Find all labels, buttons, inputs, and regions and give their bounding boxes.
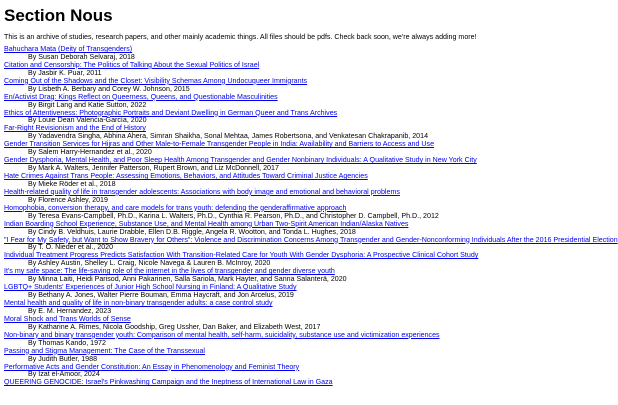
- document-link[interactable]: It's my safe space: The life-saving role of the internet in the lives of transgender and gender diverse youth: [4, 267, 335, 276]
- document-link[interactable]: Health-related quality of life in transgender adolescents: Associations with body image and emotional and behavioral problems: [4, 187, 400, 196]
- list-item: [4, 189, 536, 205]
- document-author: By Louie Dean Valencia-García, 2020: [28, 116, 147, 125]
- document-link[interactable]: Far-Right Revisionism and the End of History: [4, 124, 146, 133]
- list-item: [4, 221, 536, 237]
- document-link[interactable]: Homophobia, conversion therapy, and care models for trans youth: defending the genderaffirmative approach: [4, 203, 347, 212]
- list-item: [4, 268, 536, 284]
- document-author: By Ashley Austin, Shelley L. Craig, Nicole Navega & Lauren B. McInroy, 2020: [28, 259, 271, 268]
- document-author: By Cindy B. Veldhuis, Laurie Drabble, Ellen D.B. Riggle, Angela R. Wootton, and Tonda L. Hughes, 2018: [28, 227, 356, 236]
- document-author: By T. O. Nieder et al., 2020: [28, 243, 114, 252]
- document-link[interactable]: Individual Treatment Progress Predicts Satisfaction With Transition-Related Care for Youth With Gender Dysphoria: A Prospective Clinical Cohort Study: [4, 251, 479, 260]
- document-link[interactable]: Moral Shock and Trans Worlds of Sense: [4, 314, 131, 323]
- document-author: By Minna Laiti, Heidi Parisod, Anni Pakarinen, Salla Sariola, Mark Hayter, and Sanna Salanterä, 2020: [28, 275, 347, 284]
- document-author: By Thomas Kando, 1972: [28, 338, 106, 347]
- list-item: [4, 62, 536, 78]
- document-author: By Lisbeth A. Berbary and Corey W. Johnson, 2015: [28, 84, 190, 93]
- document-link[interactable]: Citation and Censorship: The Politics of Talking About the Sexual Politics of Israel: [4, 60, 260, 69]
- document-author: By Judith Butler, 1988: [28, 354, 98, 363]
- document-author: By Salem Harry-Hernandez et al., 2020: [28, 148, 152, 157]
- document-author: By Jasbir K. Puar, 2011: [28, 68, 102, 77]
- document-link[interactable]: QUEERING GENOCIDE: Israel's Pinkwashing Campaign and the Ineptness of International Law in Gaza: [4, 378, 333, 387]
- document-link[interactable]: Non-binary and binary transgender youth: Comparison of mental health, self-harm, suicidality, substance use and victimization experiences: [4, 330, 440, 339]
- list-item: [4, 252, 536, 268]
- document-author: By Izat el-Amoor, 2024: [28, 370, 100, 379]
- list-item: [4, 141, 536, 157]
- list-item: [4, 94, 536, 110]
- document-link[interactable]: Bahuchara Mata (Deity of Transgenders): [4, 45, 133, 53]
- list-item: [4, 173, 536, 189]
- intro-text: This is an archive of studies, research papers, and other mainly academic things. All files should be pdfs. Check back soon, we're always adding more!: [4, 33, 477, 41]
- document-link[interactable]: Passing and Stigma Management: The Case of the Transsexual: [4, 346, 205, 355]
- document-link[interactable]: Gender Dysphoria, Mental Health, and Poor Sleep Health Among Transgender and Gender Nonbinary Individuals: A Qualitative Study in New York City: [4, 156, 477, 165]
- list-item: [4, 78, 536, 94]
- document-author: By Mieke Röder et al., 2018: [28, 179, 116, 188]
- document-author: By Birgit Lang and Katie Sutton, 2022: [28, 100, 147, 109]
- document-link[interactable]: "I Fear for My Safety, but Want to Show Bravery for Others": Violence and Discrimination Concerns Among Transgender and Gender-Nonconforming Individuals After the 2016 Presidential Election: [4, 235, 618, 244]
- list-item: [4, 235, 618, 253]
- document-link[interactable]: Performative Acts and Gender Constitution: An Essay in Phenomenology and Feminist Theory: [4, 362, 300, 371]
- document-link[interactable]: Coming Out of the Shadows and the Closet: Visibility Schemas Among Undocuqueer Immigrants: [4, 76, 308, 85]
- document-author: By Florence Ashley, 2019: [28, 195, 108, 204]
- page-title: Section Nous: [4, 6, 113, 25]
- document-link[interactable]: Indian Boarding School Experience, Substance Use, and Mental Health among Urban Two-Spirit American Indian/Alaska Natives: [4, 219, 409, 228]
- list-item: [4, 157, 536, 173]
- document-author: By Susan Deborah Selvaraj, 2018: [28, 52, 135, 61]
- document-link[interactable]: Mental health and quality of life in non-binary transgender adults: a case control study: [4, 299, 273, 307]
- list-item: [4, 125, 536, 141]
- list-item: [4, 379, 536, 387]
- list-item: [4, 364, 536, 380]
- document-author: By Mark A. Walters, Jennifer Patterson, Rupert Brown, and Liz McDonnell, 2017: [28, 164, 279, 173]
- document-link[interactable]: Hate Crimes Against Trans People: Assessing Emotions, Behaviors, and Attitudes Toward Criminal Justice Agencies: [4, 172, 368, 180]
- list-item: [4, 205, 536, 221]
- list-item: [4, 300, 536, 316]
- document-author: By Bethany A. Jones, Walter Pierre Bouman, Emma Haycraft, and Jon Arcelus, 2019: [28, 291, 294, 300]
- document-link[interactable]: Ethics of Attentiveness: Photographic Portraits and Deviant Dwelling in German Queer and Trans Archives: [4, 108, 338, 117]
- list-item: [4, 46, 536, 62]
- list-item: [4, 284, 536, 300]
- list-item: [4, 316, 536, 332]
- document-author: By E. M. Hernandez, 2023: [28, 306, 112, 315]
- document-link[interactable]: Gender Transition Services for Hijras and Other Male-to-Female Transgender People in India: Availability and Barriers to Access and Use: [4, 140, 435, 149]
- document-author: By Teresa Evans-Campbell, Ph.D., Karina L. Walters, Ph.D., Cynthia R. Pearson, Ph.D., and Christopher D. Campbell, Ph.D., 2012: [28, 211, 439, 220]
- list-item: [4, 110, 536, 126]
- document-link[interactable]: En/Activist Drag: Kings Reflect on Queerness, Queens, and Questionable Masculinities: [4, 92, 278, 101]
- list-item: [4, 348, 536, 364]
- list-item: [4, 332, 536, 348]
- document-list: [4, 45, 618, 387]
- document-author: By Yadavendra Singha, Abhina Ahera, Simran Shaikha, Sonal Mehtaa, James Robertsona, and Venkatesan Chakrapanib, 2014: [28, 132, 429, 141]
- document-link[interactable]: LGBTQ+ Students' Experiences of Junior High School Nursing in Finland: A Qualitative Study: [4, 283, 297, 292]
- document-author: By Katharine A. Rimes, Nicola Goodship, Greg Ussher, Dan Baker, and Elizabeth West, 2017: [28, 322, 321, 331]
